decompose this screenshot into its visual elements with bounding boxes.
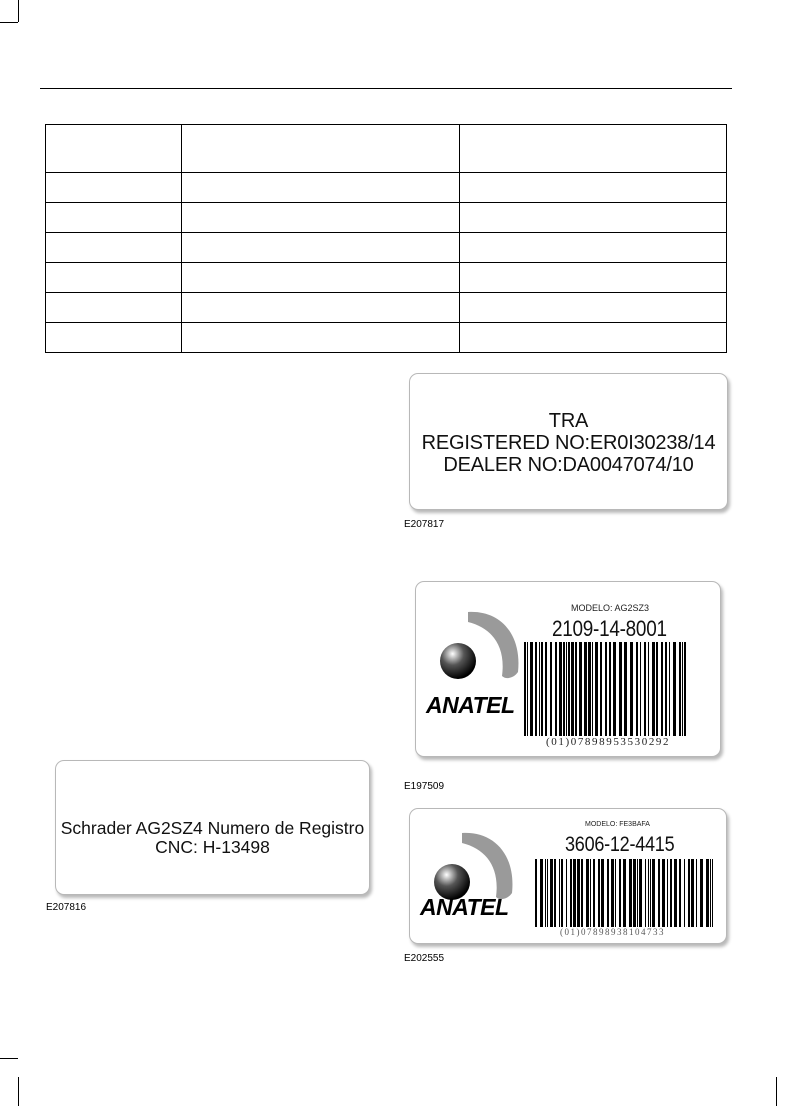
barcode-bar [588, 642, 591, 736]
barcode-bar [598, 859, 600, 927]
barcode-bar [674, 859, 677, 927]
barcode-bar [586, 859, 589, 927]
barcode-bar [648, 859, 649, 927]
barcode-bar [650, 859, 651, 927]
barcode-bar [691, 859, 694, 927]
barcode-bar [581, 859, 583, 927]
figure-caption: E202555 [404, 953, 445, 964]
barcode-bar [696, 859, 697, 927]
barcode-bar [540, 859, 543, 927]
barcode [524, 642, 689, 736]
schrader-cnc-line: CNC: H-13498 [155, 837, 270, 857]
barcode-bar [679, 642, 681, 736]
barcode-bar [679, 859, 681, 927]
crop-mark-bottom-left [0, 1058, 18, 1059]
barcode-digits: (01)07898953530292 [546, 736, 671, 748]
barcode-bar [541, 642, 543, 736]
barcode-bar [665, 642, 667, 736]
header-rule [40, 88, 732, 89]
barcode-bar [630, 642, 633, 736]
table-row [46, 263, 727, 293]
barcode-digits: (01)07898938104733 [560, 927, 665, 937]
barcode-bar [607, 859, 609, 927]
barcode-bar [600, 642, 602, 736]
barcode-bar [590, 859, 591, 927]
barcode-bar [652, 859, 655, 927]
barcode-bar [706, 859, 709, 927]
barcode-bar [640, 642, 641, 736]
barcode-bar [688, 859, 690, 927]
barcode-bar [611, 859, 614, 927]
barcode-bar [579, 642, 582, 736]
table-header-row [46, 125, 727, 173]
barcode-bar [545, 859, 546, 927]
modelo-label: MODELO: FE3BAFA [585, 821, 650, 828]
barcode-bar [673, 642, 676, 736]
barcode-bar [609, 642, 611, 736]
tra-dealer-no: DEALER NO:DA0047074/10 [443, 454, 694, 476]
barcode-bar [623, 859, 626, 927]
barcode-bar [539, 642, 540, 736]
anatel-logo-icon [430, 606, 530, 686]
barcode-bar [667, 859, 668, 927]
barcode-bar [633, 859, 636, 927]
anatel-registration-number: 2109-14-8001 [552, 616, 667, 641]
barcode-bar [584, 642, 587, 736]
barcode-bar [684, 642, 686, 736]
barcode-bar [615, 859, 616, 927]
barcode-bar [535, 642, 537, 736]
barcode-bar [575, 642, 577, 736]
barcode-bar [661, 642, 663, 736]
anatel-logo-text: ANATEL [426, 692, 515, 718]
table-row [46, 173, 727, 203]
anatel-label-1 [415, 581, 721, 757]
barcode-bar [555, 642, 557, 736]
barcode-bar [645, 859, 646, 927]
crop-mark-bottom-right-vertical [776, 1077, 777, 1106]
barcode-bar [601, 859, 604, 927]
barcode-bar [593, 859, 595, 927]
anatel-registration-number: 3606-12-4415 [565, 833, 675, 856]
barcode-bar [662, 859, 665, 927]
barcode-bar [658, 859, 660, 927]
barcode-bar [639, 859, 642, 927]
crop-mark-top-left-vertical [18, 0, 19, 22]
tra-registered-no: REGISTERED NO:ER0I30238/14 [421, 432, 716, 454]
barcode-bar [644, 642, 646, 736]
barcode-bar [535, 859, 537, 927]
barcode-bar [550, 642, 552, 736]
barcode-bar [636, 642, 638, 736]
barcode-bar [605, 642, 607, 736]
spec-table [45, 124, 727, 353]
barcode [535, 859, 715, 927]
modelo-label: MODELO: AG2SZ3 [571, 603, 650, 613]
barcode-bar [656, 642, 658, 736]
table-row [46, 203, 727, 233]
barcode-bar [563, 642, 565, 736]
barcode-bar [573, 859, 576, 927]
barcode-bar [527, 642, 528, 736]
barcode-bar [547, 859, 548, 927]
barcode-bar [624, 642, 627, 736]
tra-title: TRA [548, 410, 589, 432]
barcode-bar [684, 859, 685, 927]
barcode-bar [566, 642, 567, 736]
figure-caption: E197509 [404, 781, 445, 792]
figure-caption: E207816 [46, 902, 87, 913]
tra-label [409, 373, 728, 510]
anatel-logo-text: ANATEL [420, 894, 509, 920]
barcode-bar [595, 642, 598, 736]
barcode-bar [559, 642, 562, 736]
barcode-bar [613, 642, 616, 736]
barcode-bar [550, 859, 553, 927]
barcode-bar [619, 642, 622, 736]
barcode-bar [682, 642, 683, 736]
barcode-bar [619, 859, 621, 927]
barcode-bar [570, 859, 572, 927]
barcode-bar [648, 642, 649, 736]
barcode-bar [524, 642, 526, 736]
barcode-bar [577, 859, 580, 927]
barcode-bar [568, 642, 570, 736]
barcode-bar [530, 642, 533, 736]
barcode-bar [652, 642, 655, 736]
barcode-bar [637, 859, 638, 927]
barcode-bar [566, 859, 567, 927]
barcode-bar [554, 859, 556, 927]
barcode-bar [545, 642, 547, 736]
barcode-bar [629, 859, 632, 927]
figure-caption: E207817 [404, 519, 445, 530]
table-row [46, 233, 727, 263]
barcode-bar [559, 859, 560, 927]
schrader-model-line: Schrader AG2SZ4 Numero de Registro [60, 818, 365, 838]
barcode-bar [592, 642, 593, 736]
schrader-label [55, 760, 370, 895]
barcode-bar [670, 859, 672, 927]
anatel-label-2 [409, 808, 727, 944]
table-row [46, 323, 727, 353]
barcode-bar [700, 859, 703, 927]
barcode-bar [571, 642, 574, 736]
table-row [46, 293, 727, 323]
crop-mark-top-left [0, 22, 18, 23]
crop-mark-bottom-left-vertical [18, 1077, 19, 1106]
barcode-bar [710, 859, 711, 927]
barcode-bar [712, 859, 713, 927]
barcode-bar [561, 859, 563, 927]
barcode-bar [669, 642, 670, 736]
